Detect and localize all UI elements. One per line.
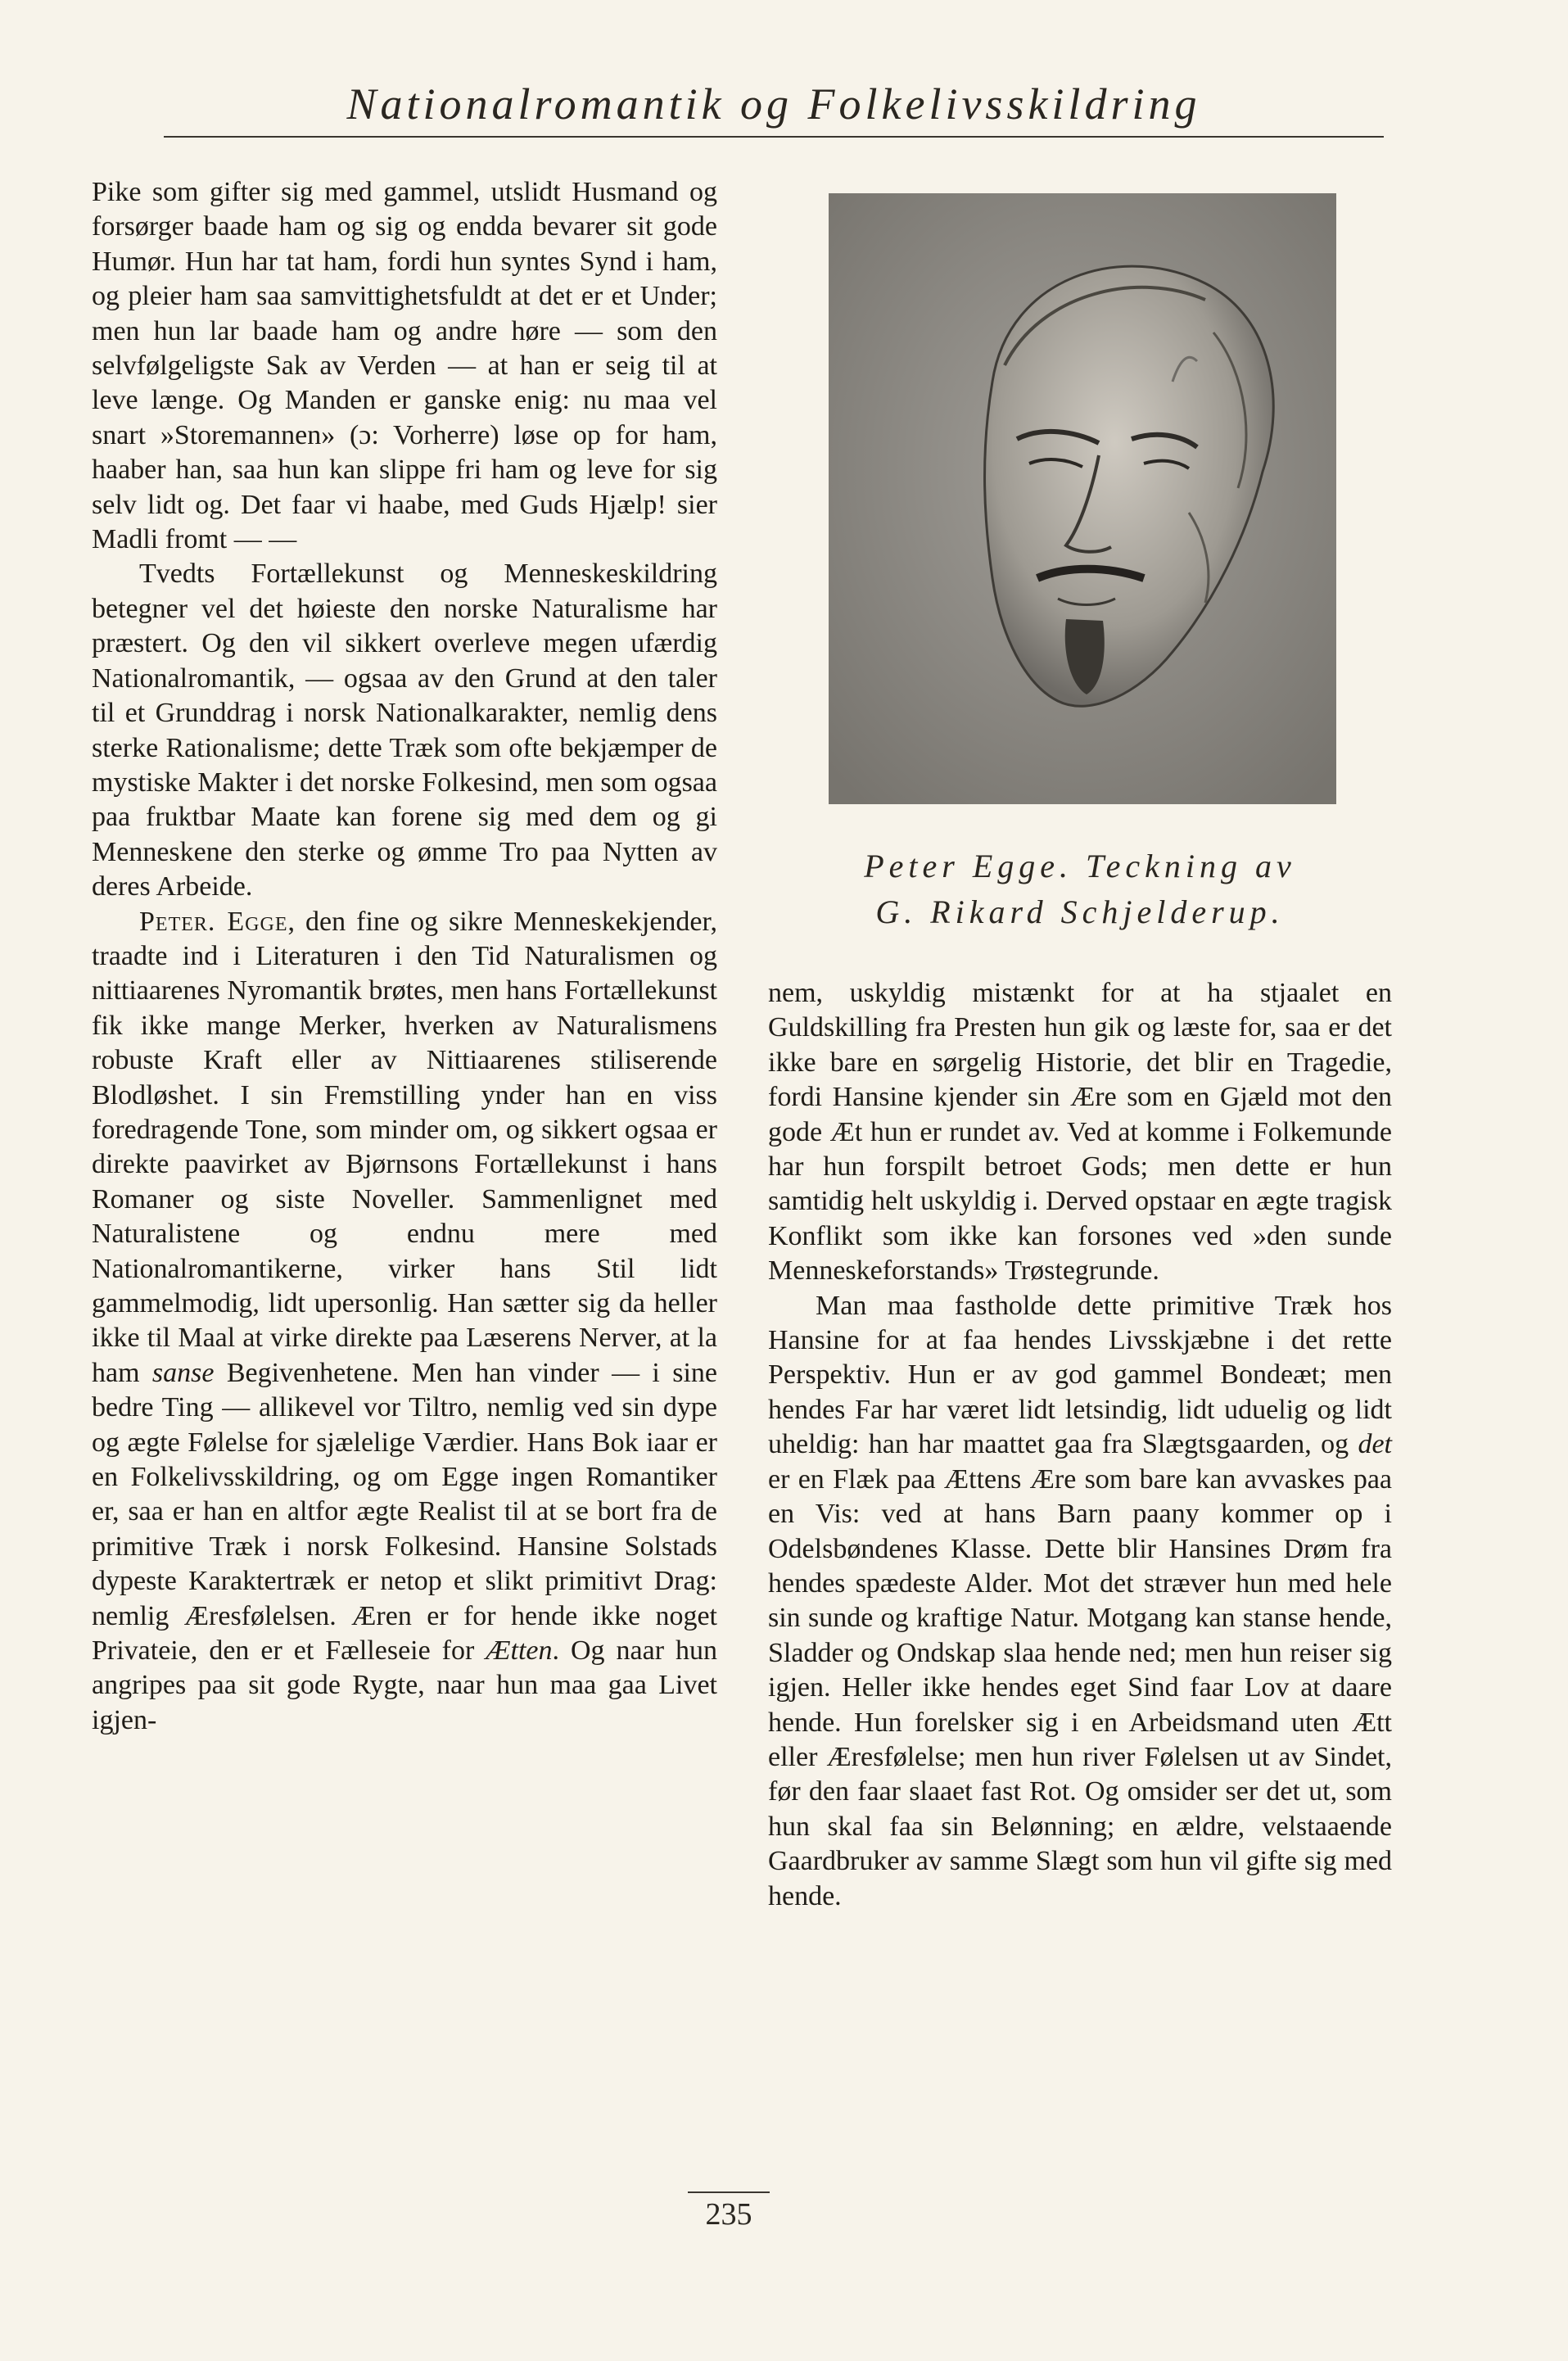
header-rule <box>164 136 1384 138</box>
paragraph-left-3-part-b: Begivenhetene. Men han vinder — i sine bedre Ting — allikevel vor Tiltro, nemlig ved sin dype og ægte Følelse for sjælelige Værdier. Hans Bok iaar er en Folkelivsskildring, og om Egge ingen Romantiker er, saa er han en altfor ægte Realist til at se bort fra de primitive Træk i norsk Folkesind. Hansine Solstads dypeste Karaktertræk er netop et slikt primitivt Drag: nemlig Æresfølelsen. Æren er for hende ikke noget Privateie, den er et Fælleseie for <box>92 1357 717 1667</box>
paragraph-left-1: Pike som gifter sig med gammel, utslidt Husmand og forsørger baade ham og sig og endda bevarer sit gode Humør. Hun har tat ham, fordi hun syntes Synd i ham, og pleier ham saa samvittighetsfuldt at det er et Under; men hun lar baade ham og andre høre — som den selvfølgeligste Sak av Verden — at han er seig til at leve længe. Og Manden er ganske enig: nu maa vel snart »Storemannen» (ɔ: Vorherre) løse op for ham, haaber han, saa hun kan slippe fri ham og leve for sig selv lidt og. Det faar vi haabe, med Guds Hjælp! sier Madli fromt — — <box>92 177 717 555</box>
caption-line-1: Peter Egge. Teckning av <box>864 848 1296 884</box>
author-name-smallcaps: Peter. Egge <box>139 906 288 937</box>
paragraph-right-1: nem, uskyldig mistænkt for at ha stjaalet en Guldskilling fra Presten hun gik og læste for, saa er det ikke bare en sørgelig Historie, det blir en Tragedie, fordi Hansine kjender sin Ære som en Gjæld mot den gode Æt hun er rundet av. Ved at komme i Folkemunde har hun forspilt betroet Gods; men dette er hun samtidig helt uskyldig i. Derved opstaar en ægte tragisk Konflikt som ikke kan forsones ved »den sunde Menneskeforstands» Trøstegrunde. <box>768 978 1392 1287</box>
page-number-rule <box>688 2191 770 2193</box>
portrait-sketch <box>829 193 1336 804</box>
paragraph-right-2 <box>768 1289 1392 1914</box>
paragraph-left-2: Tvedts Fortællekunst og Menneskeskildring betegner vel det høieste den norske Naturalisme har præstert. Og den vil sikkert overleve megen ufærdig Nationalromantik, — ogsaa av den Grund at den taler til et Grunddrag i norsk Nationalkarakter, nemlig dens sterke Rationalisme; dette Træk som ofte bekjæmper de mystiske Makter i det norske Folkesind, men som ogsaa paa fruktbar Maate kan forene sig med dem og gi Menneskene den sterke og ømme Tro paa Nytten av deres Arbeide. <box>92 559 717 902</box>
paragraph-left-3 <box>92 905 717 1739</box>
paragraph-right-2-part-a: Man maa fastholde dette primitive Træk hos Hansine for at faa hendes Livsskjæbne i det rette Perspektiv. Hun er av god gammel Bondeæt; men hendes Far har været lidt letsindig, lidt uduelig og lidt uheldig: han har maattet gaa fra Slægtsgaarden, og <box>768 1290 1392 1460</box>
emphasis-sanse: sanse <box>151 1357 215 1388</box>
left-column <box>92 175 717 1738</box>
emphasis-aetten: Ætten <box>486 1635 553 1667</box>
caption-line-2: G. Rikard Schjelderup. <box>875 893 1285 930</box>
page-number: 235 <box>705 2197 752 2232</box>
portrait-drawing <box>829 193 1336 804</box>
paragraph-right-2-part-b: er en Flæk paa Ættens Ære som bare kan avvaskes paa en Vis: ved at hans Barn paany kommer op i Odelsbøndenes Klasse. Dette blir Hansines Drøm fra hendes spædeste Alder. Mot det stræver hun med hele sin sunde og kraftige Natur. Motgang kan stanse hende, Sladder og Ondskap slaa hende ned; men hun reiser sig igjen. Heller ikke hendes eget Sind faar Lov at daare hende. Hun forelsker sig i en Arbeidsmand uten Ætt eller Æresfølelse; men hun river Følelsen ut av Sindet, før den faar slaaet fast Rot. Og omsider ser det ut, som hun skal faa sin Belønning; en ældre, velstaaende Gaardbruker av samme Slægt som hun vil gifte sig med hende. <box>768 1463 1392 1911</box>
figure-caption <box>768 844 1392 935</box>
running-header: Nationalromantik og Folkelivsskildring <box>346 79 1201 129</box>
emphasis-det: det <box>1358 1429 1392 1460</box>
right-column <box>768 976 1392 1914</box>
paragraph-left-3-part-a: , den fine og sikre Menneskekjender, traadte ind i Literaturen i den Tid Naturalismen og nittiaarenes Nyromantik brøtes, men hans Fortællekunst fik ikke mange Merker, hverken av Naturalismens robuste Kraft eller av Nittiaarenes stiliserende Blodløshet. I sin Fremstilling ynder han en viss foredragende Tone, som minder om, og sikkert ogsaa er direkte paavirket av Bjørnsons Fortællekunst i hans Romaner og siste Noveller. Sammenlignet med Naturalistene og endnu mere med Nationalromantikerne, virker hans Stil lidt gammelmodig, lidt upersonlig. Han sætter sig da heller ikke til Maal at virke direkte paa Læserens Nerver, at la ham <box>92 906 717 1388</box>
paragraph-left-3-part-c: . Og naar hun angripes paa sit gode Rygte, naar hun maa gaa Livet igjen- <box>92 1635 717 1735</box>
